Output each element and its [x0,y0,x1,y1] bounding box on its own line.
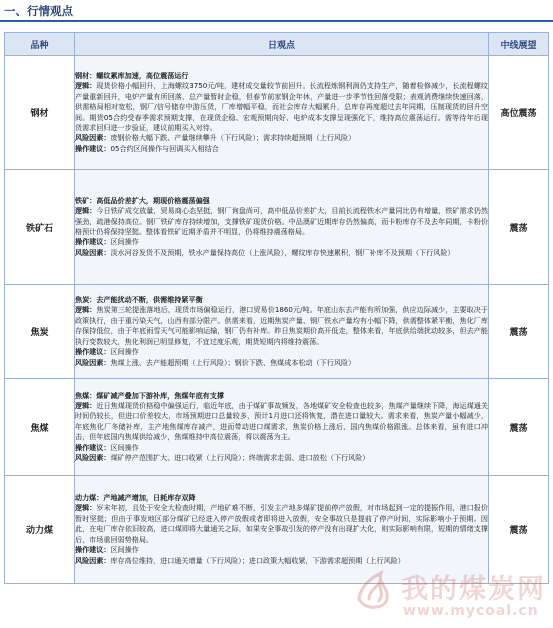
logic-text: 近日焦煤现货价格稳中偏强运行，临近年底，由于煤矿事故频发，各地煤矿安全检查也较多，焦煤产量继续下降，海运煤通关时间仍较长，但进口价差较大，市场预期进口总量较多，预计1月进口还将恢复，潜在进口量较大。需求来看，焦炭产量小幅减少，年底焦化厂冬储补库，主产地焦煤库存减产，进而带动进口煤需求，焦炭价格上涨后，国内焦煤价格跟涨。总体来看，虽有进口冲击，但年底国内焦煤供给减少，焦煤维持中高位震荡，将以震荡为主。 [75,400,488,442]
advice-label: 操作建议： [75,545,111,555]
logic-label: 逻辑： [75,503,97,513]
logic-text: 焦炭第三轮提涨落地后，现货市场偏稳运行，港口贸易价1860元/吨。年底山东去产能有所加强，供应边际减少，主要取决于政策执行，由于重污染天气，山西有部分限产。供需来看，近期焦炭产量、钢厂铁水产量均有小幅下降，供需整体紧平衡，焦化厂库存保持低位，由于年底雨雪天气可能影响运输，钢厂仍有补库。昨日焦炭期价高开低走，整体来看，年底供给端扰动较多，但去产能执行变数较大，焦化利润已明显修复，不宜过度乐观，期货短期内将维持震荡。 [75,305,488,346]
logic-text: 今日铁矿成交放量，贸易商心态坚挺，钢厂询盘尚可，高中低品价差扩大，目前长流程铁水产量同比仍有增量，铁矿需求仍然强劲，疏港保持高位。钢厂铁矿库存持续增加，支撑铁矿现货价格。中品澳矿近期库存仍然偏高，而卡粉库存不及去年同期，卡粉价格预计仍将保持坚挺。整体看铁矿近期矛盾并不明显，仍将维持震荡格局。 [75,206,488,236]
advice-text: 区间操作 [110,347,139,357]
header-category: 品种 [5,33,75,56]
table-header-row [5,33,549,56]
logic-label: 逻辑： [75,400,97,410]
outlook-cell: 震荡 [489,379,549,476]
table-row-thermal-coal [5,476,549,584]
section-header [0,0,553,22]
category-cell: 焦炭 [5,285,75,379]
daily-view-cell [75,56,489,170]
header-daily-view: 日观点 [75,33,489,56]
advice-label: 操作建议： [75,143,111,153]
category-cell: 焦煤 [5,379,75,476]
table-row-coke [5,285,549,379]
daily-view-cell [75,170,489,285]
advice-paragraph [75,347,488,357]
row-heading: 动力煤：产地减产增加，日耗库存双降 [75,493,196,503]
category-cell: 钢材 [5,56,75,170]
advice-paragraph [75,545,488,555]
risk-paragraph [75,556,488,566]
risk-paragraph [75,358,488,368]
logic-paragraph [75,305,488,347]
daily-view-cell [75,285,489,379]
daily-view-cell [75,476,489,584]
advice-text: 区间操作 [110,545,139,555]
logic-paragraph [75,206,488,237]
logic-paragraph [75,401,488,443]
row-heading: 焦炭：去产能扰动不断，供需维持紧平衡 [75,295,203,305]
row-heading: 铁矿：高低品价差扩大，期现价格震荡偏强 [75,195,210,205]
risk-paragraph [75,133,488,143]
watermark-name: 我的煤炭网 [401,574,546,605]
table-row-iron-ore [5,170,549,285]
flame-logo-inner-arc [369,583,381,601]
logic-label: 逻辑： [75,206,97,216]
row-heading: 焦煤：煤矿减产叠加下游补库，焦煤年底有支撑 [75,390,224,400]
risk-text: 废钢价格大幅下跌、产量继续攀升（下行风险）；需求持续超预期（上行风险） [110,133,356,143]
advice-text: 05合约区间操作与回调买入相结合 [110,143,219,153]
risk-label: 风险因素： [75,247,111,257]
outlook-cell: 震荡 [489,170,549,285]
advice-paragraph [75,443,488,453]
category-cell: 铁矿石 [5,170,75,285]
risk-label: 风险因素： [75,555,111,565]
risk-text: 淡水河谷发货不及预期，铁水产量保持高位（上涨风险），螺纹库存快速累积，钢厂补库不及预期（下行风险） [110,247,455,257]
watermark-url: www.mycoal.cn [403,603,539,619]
category-cell: 动力煤 [5,476,75,584]
logic-label: 逻辑： [75,305,97,315]
row-heading: 钢材：螺纹累库加速，高位震荡运行 [75,70,189,80]
table-row-coking-coal [5,379,549,476]
advice-label: 操作建议： [75,442,111,452]
header-outlook: 中线展望 [489,33,549,56]
logic-text: 现货价格小幅回升，上海螺纹3750元/吨，建材成交量较节前回升。长流程炼钢利润仍支持生产，随着检修减少，长流程螺纹产量重新回升，电炉产量有所回落，总产量暂时企稳，但春节前家钢企年休，产量进一步季节性回落受限；表观消费继续快速回落，供需格局相对宽松，钢厂/信号储存中游压货，厂库增幅平稳，而社会库存大幅累升，总库存再度超过去年同期，压制现货的回升空间。期货05合约受春季需求预期支撑，在现货企稳、宏观预期向好、电炉成本支撑呈现强化下，维持高位震荡运行。需等待年后现货需求回归进一步验证，建议前期买入对待。 [75,81,488,132]
section-title: 一、行情观点 [4,4,73,18]
logic-label: 逻辑： [75,81,97,91]
risk-text: 焦煤上涨、去产能超预期（上行风险）；钢价下跌、焦煤成本松动（下行风险） [110,357,356,367]
risk-label: 风险因素： [75,453,111,463]
risk-paragraph [75,453,488,463]
risk-paragraph [75,248,488,258]
risk-text: 库存高位维持，进口通关增量（下行风险）；进口政策大幅收紧，下游需求超预期（上行风险） [110,555,405,565]
risk-label: 风险因素： [75,357,111,367]
logic-paragraph [75,503,488,545]
outlook-cell: 震荡 [489,285,549,379]
advice-paragraph [75,144,488,154]
advice-text: 区间操作 [110,237,139,247]
advice-label: 操作建议： [75,237,111,247]
advice-label: 操作建议： [75,347,111,357]
outlook-cell: 震荡 [489,476,549,584]
daily-view-cell [75,379,489,476]
risk-label: 风险因素： [75,133,111,143]
outlook-cell: 高位震荡 [489,56,549,170]
table-row-steel [5,56,549,170]
advice-text: 区间操作 [110,442,139,452]
risk-text: 煤矿停产范围扩大、进口收紧（上行风险）；终端需求走弱、进口放松（下行风险） [110,453,370,463]
logic-text: 岁末年初，且处于安全大检查时期，产地矿难不断，引发主产地多煤矿提前停产放假，对市场起到一定的提振作用，港口报价暂时坚挺；但由于事发地区部分煤矿已经进入停产放假或者即将进入放假，安全事故只是提前了停产时间，实际影响小于预期。因此，在电厂库存依旧较高，进口煤即将大量通关之际，如果安全事故引发的停产没有出现扩大化，则实际影响有限，短期的情绪支撑后，市场重回弱势格局。 [75,503,488,544]
advice-paragraph [75,237,488,247]
market-view-table [4,32,549,584]
logic-paragraph [75,81,488,133]
